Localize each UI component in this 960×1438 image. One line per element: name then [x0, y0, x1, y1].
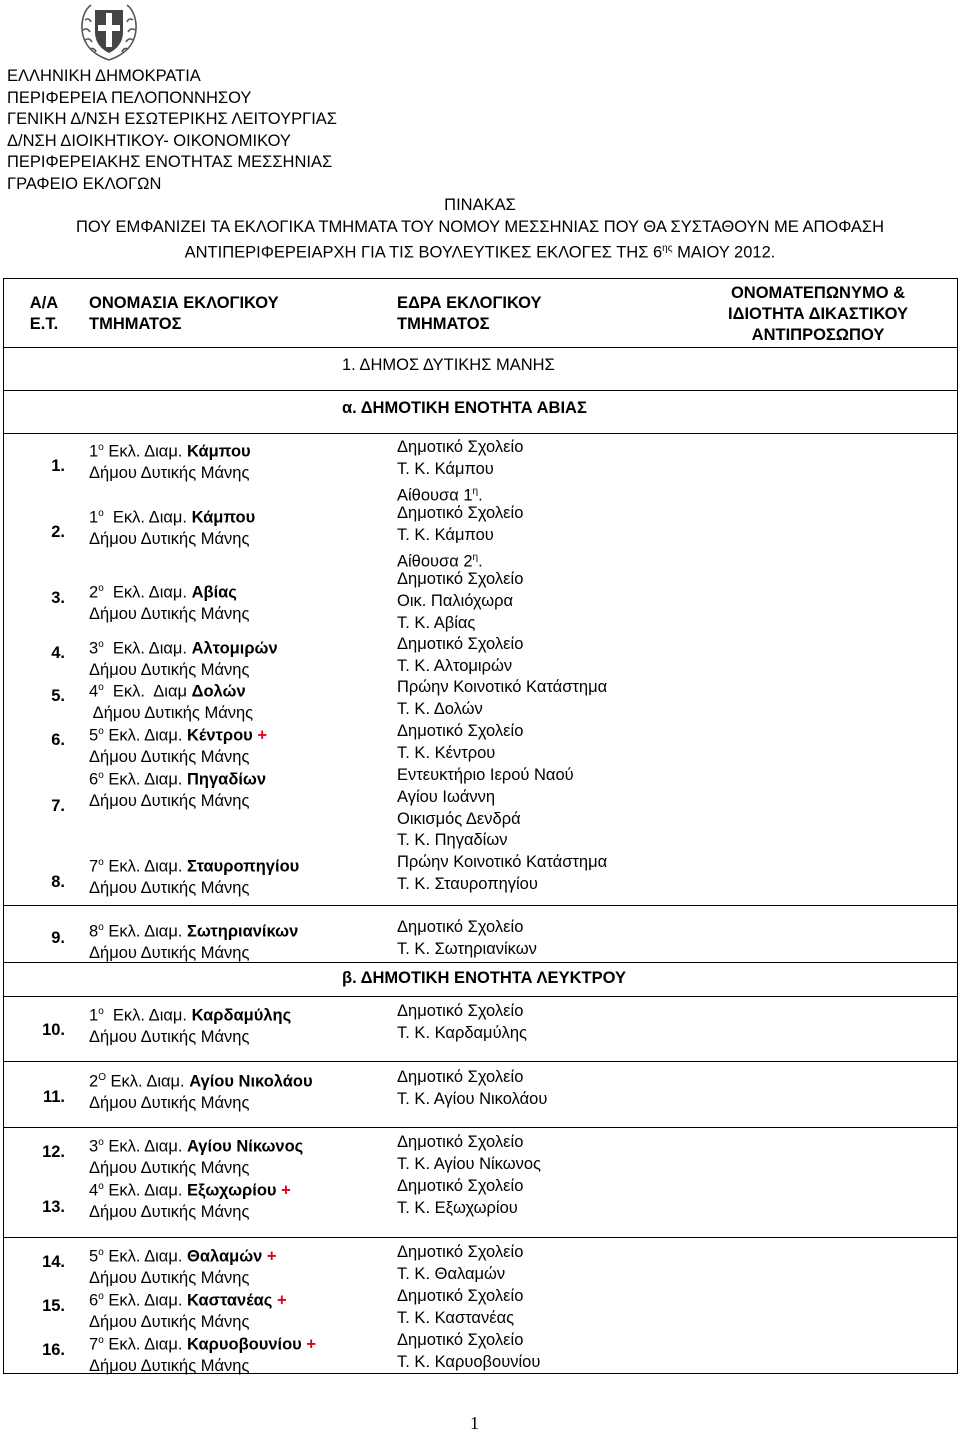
- header-line: ΓΡΑΦΕΙΟ ΕΚΛΟΓΩΝ: [7, 174, 162, 193]
- seat-cell: Πρώην Κοινοτικό Κατάστημα Τ. Κ. Δολών: [397, 678, 608, 718]
- seat-cell: Δημοτικό Σχολείο Τ. Κ. Κέντρου: [397, 722, 524, 762]
- col-header-rep: ΟΝΟΜΑΤΕΠΩΝΥΜΟ &: [730, 284, 906, 302]
- section-name-cell: $6^o$ Εκλ. Διαμ. Καστανέας + Δήμου Δυτικής Μάνης: [89, 1291, 287, 1332]
- row-number: 15.: [42, 1297, 65, 1315]
- header-line: ΠΕΡΙΦΕΡΕΙΑΚΗΣ ΕΝΟΤΗΤΑΣ ΜΕΣΣΗΝΙΑΣ: [7, 153, 333, 171]
- row-number: 10.: [42, 1021, 65, 1039]
- col-header-name: ΟΝΟΜΑΣΙΑ ΕΚΛΟΓΙΚΟΥ: [89, 294, 279, 312]
- municipality-heading: 1. ΔΗΜΟΣ ΔΥΤΙΚΗΣ ΜΑΝΗΣ: [342, 356, 555, 374]
- col-header-rep-2: ΙΔΙΟΤΗΤΑ ΔΙΚΑΣΤΙΚΟΥ: [728, 305, 908, 323]
- seat-cell: Δημοτικό Σχολείο Τ. Κ. Εξωχωρίου: [397, 1177, 524, 1217]
- seat-cell: Δημοτικό Σχολείο Τ. Κ. Σωτηριανίκων: [397, 918, 537, 958]
- row-number: 7.: [51, 797, 65, 815]
- row-number: 2.: [51, 523, 65, 541]
- section-name-cell: $6^o$ Εκλ. Διαμ. Πηγαδίων Δήμου Δυτικής Μάνης: [89, 770, 267, 811]
- row-number: 9.: [51, 929, 65, 947]
- seat-cell: Δημοτικό Σχολείο Τ. Κ. Αγίου Νίκωνος: [397, 1133, 541, 1173]
- section-name-cell: $5^o$ Εκλ. Διαμ. Κέντρου + Δήμου Δυτικής Μάνης: [89, 726, 268, 767]
- seat-cell: Δημοτικό Σχολείο Τ. Κ. Κάμπου Αίθουσα $1^\eta$.: [397, 438, 524, 505]
- header-line: ΠΕΡΙΦΕΡΕΙΑ ΠΕΛΟΠΟΝΝΗΣΟΥ: [7, 88, 252, 107]
- seat-cell: Δημοτικό Σχολείο Τ. Κ. Καρδαμύλης: [397, 1002, 527, 1042]
- section-name-cell: $1^o$ Εκλ. Διαμ. Καρδαμύλης Δήμου Δυτικής Μάνης: [89, 1006, 292, 1047]
- col-header-seat: ΕΔΡΑ ΕΚΛΟΓΙΚΟΥ: [397, 294, 542, 312]
- section-name-cell: $7^o$ Εκλ. Διαμ. Καρυοβουνίου + Δήμου Δυτικής Μάνης: [89, 1335, 317, 1376]
- section-name-cell: $2^O$ Εκλ. Διαμ. Αγίου Νικολάου Δήμου Δυτικής Μάνης: [89, 1072, 313, 1113]
- seat-cell: Δημοτικό Σχολείο Τ. Κ. Αγίου Νικολάου: [397, 1068, 548, 1108]
- document-title: ΠΙΝΑΚΑΣ: [444, 196, 516, 214]
- seat-cell: Δημοτικό Σχολείο Τ. Κ. Αλτομιρών: [397, 635, 524, 675]
- row-number: 1.: [51, 457, 65, 475]
- coat-of-arms-emblem: [77, 2, 141, 64]
- seat-cell: Δημοτικό Σχολείο Οικ. Παλιόχωρα Τ. Κ. Αβίας: [397, 570, 524, 632]
- section-name-cell: $1^o$ Εκλ. Διαμ. Κάμπου Δήμου Δυτικής Μάνης: [89, 442, 251, 483]
- section-name-cell: $2^o$ Εκλ. Διαμ. Αβίας Δήμου Δυτικής Μάνης: [89, 583, 250, 624]
- section-name-cell: $3^o$ Εκλ. Διαμ. Αλτομιρών Δήμου Δυτικής Μάνης: [89, 639, 278, 680]
- row-number: 4.: [51, 644, 65, 662]
- row-number: 11.: [42, 1088, 65, 1106]
- row-number: 16.: [42, 1341, 65, 1359]
- col-header-name-2: ΤΜΗΜΑΤΟΣ: [89, 315, 182, 333]
- header-line: Δ/ΝΣΗ ΔΙΟΙΚΗΤΙΚΟΥ- ΟΙΚΟΝΟΜΙΚΟΥ: [7, 131, 291, 150]
- row-number: 8.: [51, 873, 65, 891]
- section-name-cell: $7^o$ Εκλ. Διαμ. Σταυροπηγίου Δήμου Δυτικής Μάνης: [89, 857, 300, 898]
- row-number: 12.: [42, 1143, 65, 1161]
- row-number: 13.: [42, 1198, 65, 1216]
- section-name-cell: $4^o$ Εκλ. Διαμ. Εξωχωρίου + Δήμου Δυτικής Μάνης: [89, 1181, 291, 1222]
- unit-heading-leuktrou: β. ΔΗΜΟΤΙΚΗ ΕΝΟΤΗΤΑ ΛΕΥΚΤΡΟΥ: [342, 969, 626, 987]
- row-number: 5.: [51, 687, 65, 705]
- seat-cell: Δημοτικό Σχολείο Τ. Κ. Κάμπου Αίθουσα $2^\eta$.: [397, 504, 524, 571]
- section-name-cell: $3^o$ Εκλ. Διαμ. Αγίου Νίκωνος Δήμου Δυτικής Μάνης: [89, 1137, 304, 1178]
- section-name-cell: $8^o$ Εκλ. Διαμ. Σωτηριανίκων Δήμου Δυτικής Μάνης: [89, 922, 299, 963]
- col-header-aa: Α/Α: [29, 294, 59, 312]
- seat-cell: Δημοτικό Σχολείο Τ. Κ. Καστανέας: [397, 1287, 524, 1327]
- section-name-cell: $1^o$ Εκλ. Διαμ. Κάμπου Δήμου Δυτικής Μάνης: [89, 508, 256, 549]
- section-name-cell: $5^o$ Εκλ. Διαμ. Θαλαμών + Δήμου Δυτικής Μάνης: [89, 1247, 277, 1288]
- section-name-cell: $4^o$ Εκλ. Διαμ Δολών Δήμου Δυτικής Μάνης: [89, 682, 254, 723]
- row-number: 3.: [51, 589, 65, 607]
- seat-cell: Εντευκτήριο Ιερού Ναού Αγίου Ιωάννη Οικισμός Δενδρά Τ. Κ. Πηγαδίων: [397, 766, 574, 850]
- seat-cell: Δημοτικό Σχολείο Τ. Κ. Θαλαμών: [397, 1243, 524, 1283]
- page-number: 1: [470, 1413, 479, 1433]
- col-header-seat-2: ΤΜΗΜΑΤΟΣ: [397, 315, 490, 333]
- unit-heading-abias: α. ΔΗΜΟΤΙΚΗ ΕΝΟΤΗΤΑ ΑΒΙΑΣ: [342, 399, 587, 417]
- seat-cell: Πρώην Κοινοτικό Κατάστημα Τ. Κ. Σταυροπηγίου: [397, 853, 608, 893]
- document-subtitle-2: ΑΝΤΙΠΕΡΙΦΕΡΕΙΑΡΧΗ ΓΙΑ ΤΙΣ ΒΟΥΛΕΥΤΙΚΕΣ ΕΚΛΟΓΕΣ ΤΗΣ $6^{\eta\varsigma}$ ΜΑΙΟΥ 2012.: [184, 243, 776, 262]
- row-number: 14.: [42, 1253, 65, 1271]
- seat-cell: Δημοτικό Σχολείο Τ. Κ. Καρυοβουνίου: [397, 1331, 541, 1371]
- document-subtitle: ΠΟΥ ΕΜΦΑΝΙΖΕΙ ΤΑ ΕΚΛΟΓΙΚΑ ΤΜΗΜΑΤΑ ΤΟΥ ΝΟΜΟΥ ΜΕΣΣΗΝΙΑΣ ΠΟΥ ΘΑ ΣΥΣΤΑΘΟΥΝ ΜΕ ΑΠΟΦΑΣΗ: [75, 217, 885, 236]
- header-line: ΕΛΛΗΝΙΚΗ ΔΗΜΟΚΡΑΤΙΑ: [7, 67, 201, 85]
- header-line: ΓΕΝΙΚΗ Δ/ΝΣΗ ΕΣΩΤΕΡΙΚΗΣ ΛΕΙΤΟΥΡΓΙΑΣ: [7, 110, 337, 128]
- col-header-et: Ε.Τ.: [29, 315, 59, 333]
- row-number: 6.: [51, 731, 65, 749]
- col-header-rep-3: ΑΝΤΙΠΡΟΣΩΠΟΥ: [751, 326, 885, 344]
